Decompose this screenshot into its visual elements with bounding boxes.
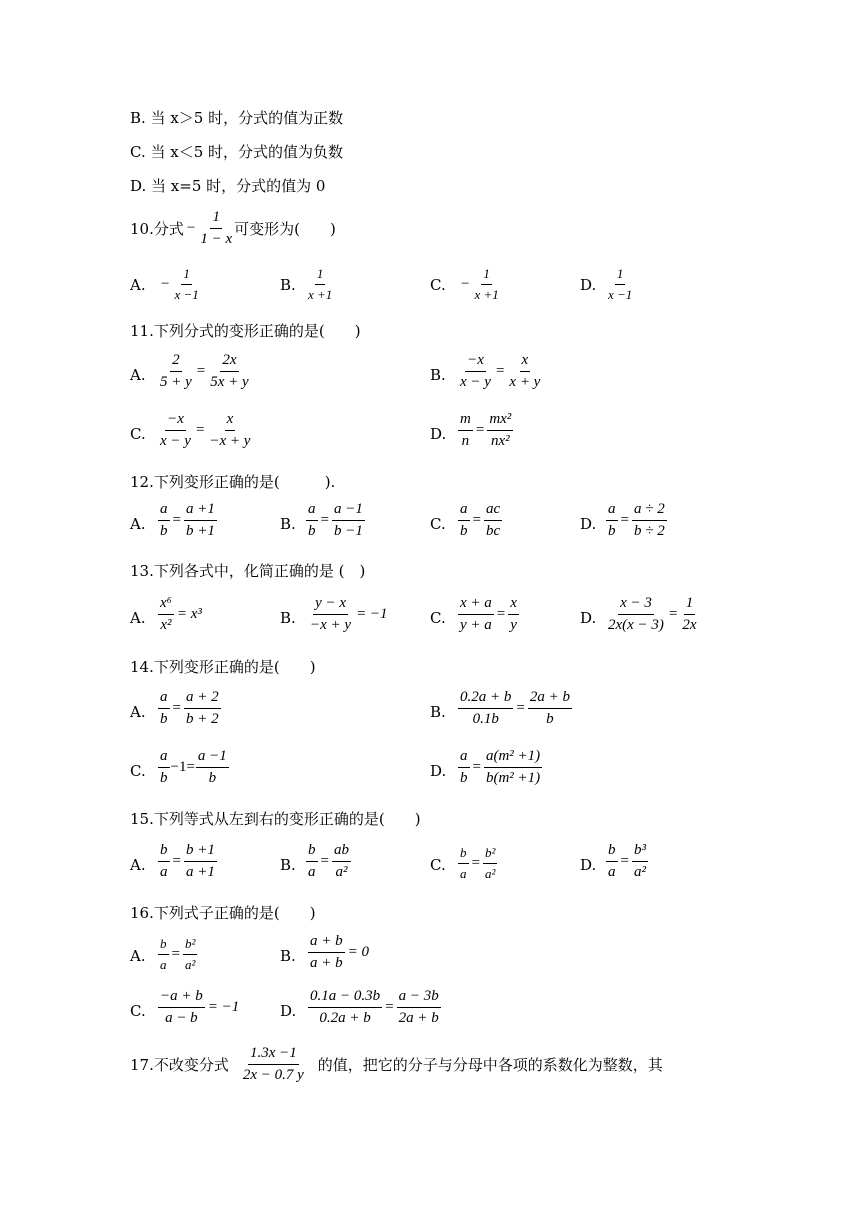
question-17-stem: 17.不改变分式: [130, 1056, 229, 1074]
q11-option-c: $\frac{-x}{x - y}$ = $\frac{x}{-x + y}$: [160, 411, 251, 449]
option-b-label: B.: [280, 276, 296, 294]
q16-option-a: $\frac{b}{a}$ = $\frac{\text{b²}}{\text{a²}}$: [160, 936, 196, 972]
option-c-label: C.: [430, 609, 446, 627]
q15-option-b: $\frac{b}{a}$ = $\frac{ab}{\text{a²}}$: [308, 842, 349, 880]
question-15: 15.下列等式从左到右的变形正确的是( ): [130, 810, 421, 828]
question-13: 13.下列各式中，化简正确的是 ( ): [130, 562, 366, 580]
question-11: 11.下列分式的变形正确的是( ): [130, 322, 361, 340]
option-b-label: B.: [430, 366, 446, 384]
option-d-label: D.: [280, 1002, 297, 1020]
option-a-label: A.: [130, 947, 146, 965]
q14-option-c: $\frac{a}{b}$ −1= $\frac{a -1}{b}$: [160, 748, 227, 786]
q12-option-c: $\frac{a}{b}$ = $\frac{ac}{bc}$: [460, 501, 501, 539]
q16-option-c: $\frac{-a + b}{a - b}$ = −1: [160, 988, 240, 1026]
q13-option-a: $\frac{\text{x⁶}}{\text{x²}}$ = x³: [160, 595, 202, 633]
option-a-label: A.: [130, 609, 146, 627]
option-c-label: C.: [130, 425, 146, 443]
q15-option-d: $\frac{b}{a}$ = $\frac{\text{b³}}{\text{a²}}$: [608, 842, 646, 880]
question-10: 10.分式 − $\frac{1}{1 - x}$ 可变形为( ): [130, 209, 336, 247]
q11-option-b: $\frac{-x}{x - y}$ = $\frac{x}{x + y}$: [460, 352, 541, 390]
option-c-q9: C. 当 x＜5 时，分式的值为负数: [130, 143, 344, 161]
question-10-tail: 可变形为( ): [234, 220, 336, 238]
option-d-label: D.: [580, 609, 597, 627]
option-b-label: B.: [280, 609, 296, 627]
option-d-q9: D. 当 x=5 时，分式的值为 0: [130, 177, 326, 195]
option-c-label: C.: [430, 856, 446, 874]
option-a-label: A.: [130, 366, 146, 384]
question-10-fraction: $\frac{1}{1 - x}$: [200, 209, 233, 247]
option-c-label: C.: [430, 515, 446, 533]
q12-option-a: $\frac{a}{b}$ = $\frac{a +1}{b +1}$: [160, 501, 215, 539]
q14-option-d: $\frac{a}{b}$ = $\frac{\text{a(m² +1)}}{\text{b(m² +1)}}$: [460, 748, 541, 786]
option-a-label: A.: [130, 276, 146, 294]
q13-option-b: $\frac{y - x}{-x + y}$ = −1: [310, 595, 388, 633]
option-b-label: B.: [430, 703, 446, 721]
q10-option-c: − $\frac{1}{x +1}$: [461, 266, 499, 302]
question-14: 14.下列变形正确的是( ): [130, 658, 316, 676]
option-a-label: A.: [130, 515, 146, 533]
option-c-label: C.: [130, 762, 146, 780]
q11-option-d: $\frac{m}{n}$ = $\frac{\text{mx²}}{\text{nx²}}$: [460, 411, 512, 449]
q10-option-b: $\frac{1}{x +1}$: [308, 266, 333, 302]
q16-option-d: $\frac{0.1a - 0.3b}{0.2a + b}$ = $\frac{a - 3b}{2a + b}$: [310, 988, 439, 1026]
option-d-label: D.: [580, 856, 597, 874]
question-12: 12.下列变形正确的是( ).: [130, 473, 336, 491]
question-17-tail: 的值，把它的分子与分母中各项的系数化为整数，其: [317, 1056, 663, 1074]
option-c-label: C.: [430, 276, 446, 294]
q11-option-a: $\frac{2}{5 + y}$ = $\frac{2x}{5x + y}$: [160, 352, 249, 390]
option-d-label: D.: [580, 276, 597, 294]
option-a-label: A.: [130, 856, 146, 874]
q12-option-d: $\frac{a}{b}$ = $\frac{a \div 2}{b \div 2}$: [608, 501, 665, 539]
q15-option-a: $\frac{b}{a}$ = $\frac{b +1}{a +1}$: [160, 842, 215, 880]
option-d-label: D.: [580, 515, 597, 533]
question-10-stem: 10.分式: [130, 220, 184, 238]
option-b-label: B.: [280, 856, 296, 874]
q15-option-c: $\frac{b}{a}$ = $\frac{\text{b²}}{\text{a²}}$: [460, 845, 496, 881]
option-d-label: D.: [430, 425, 447, 443]
q16-option-b: $\frac{a + b}{a + b}$ = 0: [310, 933, 369, 971]
q13-option-c: $\frac{x + a}{y + a}$ = $\frac{x}{y}$: [460, 595, 517, 633]
option-c-label: C.: [130, 1002, 146, 1020]
question-17-fraction: $\frac{1.3x -1}{2x - 0.7 y}$: [242, 1045, 304, 1083]
question-16: 16.下列式子正确的是( ): [130, 904, 316, 922]
q14-option-b: $\frac{0.2a + b}{0.1b}$ = $\frac{2a + b}{b}$: [460, 689, 570, 727]
q10-option-a: − $\frac{1}{x -1}$: [161, 266, 199, 302]
option-b-label: B.: [280, 515, 296, 533]
q12-option-b: $\frac{a}{b}$ = $\frac{a -1}{b -1}$: [308, 501, 363, 539]
option-b-label: B.: [280, 947, 296, 965]
q13-option-d: $\frac{x - 3}{2x(x - 3)}$ = $\frac{1}{2x}$: [608, 595, 697, 633]
q14-option-a: $\frac{a}{b}$ = $\frac{a + 2}{b + 2}$: [160, 689, 219, 727]
question-17: [130, 1045, 663, 1084]
option-b-q9: B. 当 x＞5 时，分式的值为正数: [130, 109, 344, 127]
option-a-label: A.: [130, 703, 146, 721]
option-d-label: D.: [430, 762, 447, 780]
q10-option-d: $\frac{1}{x -1}$: [608, 266, 633, 302]
